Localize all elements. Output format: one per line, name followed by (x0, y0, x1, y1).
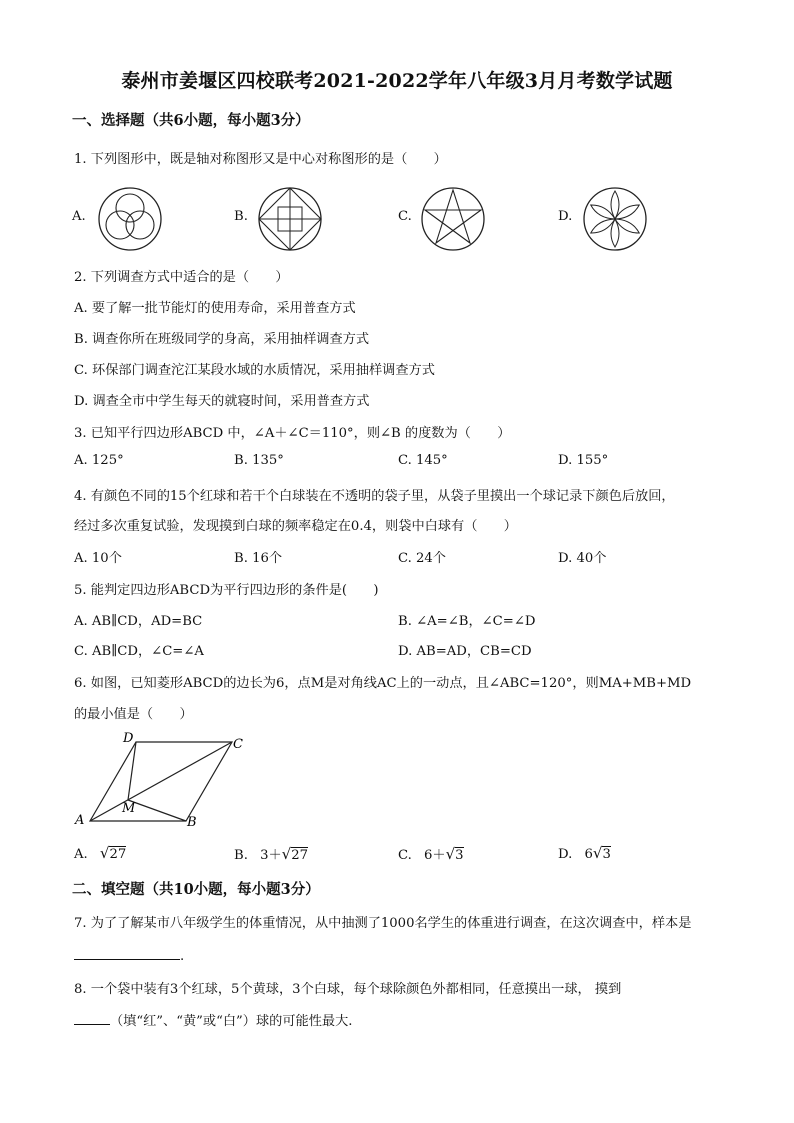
q6-option-b-radicand: 27 (291, 848, 309, 863)
q6-label-b: B (187, 815, 197, 830)
q6-option-d-prefix: 6 (584, 847, 593, 862)
q1-option-d-label: D. (558, 209, 573, 224)
q4-stem-line2: 经过多次重复试验，发现摸到白球的频率稳定在0.4，则袋中白球有（ ） (74, 519, 517, 534)
q6-option-c-prefix: 6＋ (424, 848, 446, 863)
q4-option-b: B. 16个 (234, 551, 283, 566)
q6-option-c (398, 844, 464, 863)
q6-label-d: D (123, 731, 134, 746)
q6-option-a (74, 844, 126, 862)
q6-label-c: C (233, 737, 243, 752)
q8-answer-line (74, 1010, 352, 1029)
q2-option-a: A. 要了解一批节能灯的使用寿命，采用普查方式 (74, 301, 356, 316)
section-2-heading: 二、填空题（共10小题，每小题3分） (72, 881, 320, 898)
q3-option-d: D. 155° (558, 453, 609, 468)
q3-stem: 3. 已知平行四边形ABCD 中，∠A＋∠C＝110°，则∠B 的度数为（ ） (74, 426, 511, 441)
q6-option-b-prefix: 3＋ (260, 848, 282, 863)
q2-option-c: C. 环保部门调查沱江某段水域的水质情况，采用抽样调查方式 (74, 363, 435, 378)
q6-label-m: M (122, 801, 136, 816)
q7-answer-line (74, 945, 184, 964)
q7-end: . (180, 949, 185, 964)
q7-answer-blank[interactable] (74, 945, 180, 960)
q6-option-a-letter: A. (74, 847, 88, 862)
q5-option-a: A. AB∥CD，AD=BC (74, 614, 203, 629)
q6-stem-line2: 的最小值是（ ） (74, 707, 193, 722)
q2-option-d: D. 调查全市中学生每天的就寝时间，采用普查方式 (74, 394, 370, 409)
q4-stem-line1: 4. 有颜色不同的15个红球和若干个白球装在不透明的袋子里，从袋子里摸出一个球记录下颜色后放回， (74, 489, 675, 504)
q6-option-b-letter: B. (234, 848, 248, 863)
q6-option-a-radicand: 27 (109, 847, 127, 862)
q2-option-b: B. 调查你所在班级同学的身高，采用抽样调查方式 (74, 332, 370, 347)
q5-option-c: C. AB∥CD，∠C=∠A (74, 644, 204, 659)
q1-figure-b-pinwheel-square (256, 186, 324, 252)
q1-figure-c-pentagram (419, 186, 487, 252)
q6-option-b-radical-sign: √ (281, 845, 292, 863)
q6-label-a: A (75, 813, 85, 828)
q1-option-b-label: B. (234, 209, 248, 224)
q1-stem: 1. 下列图形中，既是轴对称图形又是中心对称图形的是（ ） (74, 152, 447, 167)
q6-option-c-radical-sign: √ (445, 845, 456, 863)
q1-figure-a-three-circles (96, 186, 164, 252)
q5-stem: 5. 能判定四边形ABCD为平行四边形的条件是( ) (74, 583, 379, 598)
q1-option-c-label: C. (398, 209, 412, 224)
q3-option-b: B. 135° (234, 453, 284, 468)
q4-option-c: C. 24个 (398, 551, 446, 566)
q5-option-d: D. AB=AD，CB=CD (398, 644, 532, 659)
q7-stem: 7. 为了了解某市八年级学生的体重情况，从中抽测了1000名学生的体重进行调查，在这次调查中，样本是 (74, 916, 692, 931)
section-1-heading: 一、选择题（共6小题，每小题3分） (72, 112, 310, 129)
q6-option-a-radical-sign: √ (99, 844, 110, 862)
q6-stem-line1: 6. 如图，已知菱形ABCD的边长为6，点M是对角线AC上的一动点，且∠ABC=120°，则MA+MB+MD (74, 676, 692, 691)
q6-option-c-radicand: 3 (455, 848, 464, 863)
q6-option-c-letter: C. (398, 848, 412, 863)
q6-option-d (558, 844, 611, 862)
q1-figure-d-six-petals (581, 186, 649, 252)
q5-option-b: B. ∠A=∠B，∠C=∠D (398, 614, 536, 629)
q3-option-c: C. 145° (398, 453, 448, 468)
q4-option-d: D. 40个 (558, 551, 607, 566)
q6-rhombus-figure (70, 726, 260, 832)
q4-option-a: A. 10个 (74, 551, 122, 566)
q1-option-a-label: A. (72, 209, 86, 224)
q6-option-b (234, 844, 308, 863)
q3-option-a: A. 125° (74, 453, 124, 468)
q8-tail: （填“红”、“黄”或“白”）球的可能性最大. (110, 1014, 353, 1029)
q6-option-d-radical-sign: √ (592, 844, 603, 862)
q8-stem: 8. 一个袋中装有3个红球，5个黄球，3个白球，每个球除颜色外都相同，任意摸出一球， 摸到 (74, 982, 622, 997)
q6-option-d-radicand: 3 (602, 847, 611, 862)
q8-answer-blank[interactable] (74, 1010, 110, 1025)
paper-title: 泰州市姜堰区四校联考2021-2022学年八年级3月月考数学试题 (121, 70, 673, 92)
q2-stem: 2. 下列调查方式中适合的是（ ） (74, 270, 289, 285)
q6-option-d-letter: D. (558, 847, 573, 862)
